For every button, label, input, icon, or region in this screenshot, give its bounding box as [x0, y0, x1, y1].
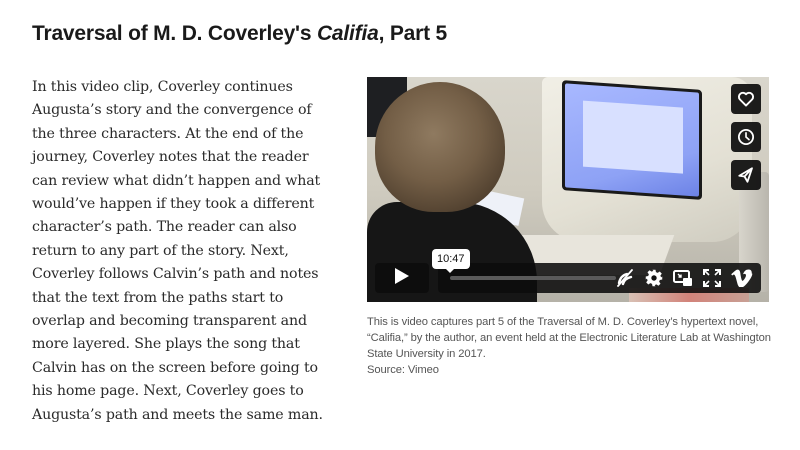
clock-icon — [737, 128, 755, 146]
play-button[interactable] — [375, 263, 429, 293]
video-side-buttons — [731, 84, 761, 190]
title-suffix: , Part 5 — [378, 22, 448, 45]
send-icon — [737, 166, 755, 184]
picture-in-picture-icon[interactable] — [673, 269, 693, 287]
captions-off-icon[interactable] — [615, 269, 635, 287]
page-title — [32, 22, 447, 46]
like-button[interactable] — [731, 84, 761, 114]
video-frame-screen-page — [583, 101, 683, 174]
video-caption — [367, 314, 772, 378]
control-bar — [438, 263, 761, 293]
title-prefix: Traversal of M. D. Coverley's — [32, 22, 317, 45]
progress-bar[interactable] — [450, 276, 616, 280]
article-paragraph: In this video clip, Coverley continues Augusta’s story and the convergence of the three characters. At the end of the journey, Coverley notes that the reader can review what didn’t happen and what would’ve happen if they took a different character’s path. The reader can also return to any part of the story. Next, Coverley follows Calvin’s path and notes that the text from the paths start to overlap and becoming transparent and more layered. She plays the song that Calvin has on the screen before going to his home page. Next, Coverley goes to Augusta’s path and meets the same man. — [32, 79, 323, 423]
video-frame-screen-inner — [565, 83, 699, 196]
title-italic: Califia — [316, 22, 379, 45]
gear-icon[interactable] — [645, 269, 663, 287]
vimeo-logo-icon[interactable] — [731, 269, 753, 287]
caption-source: Source: Vimeo — [367, 364, 439, 376]
play-icon — [394, 267, 410, 290]
caption-text: This is video captures part 5 of the Traversal of M. D. Coverley’s hypertext novel, “Califia,” by the author, an event held at the Electronic Literature Lab at Washington State University in 2017. — [367, 316, 771, 360]
control-bar-icons — [615, 263, 753, 293]
watch-later-button[interactable] — [731, 122, 761, 152]
video-frame-screen — [562, 80, 702, 200]
fullscreen-icon[interactable] — [703, 269, 721, 287]
time-tooltip: 10:47 — [432, 249, 470, 269]
video-player[interactable] — [367, 77, 769, 302]
heart-icon — [737, 91, 755, 107]
video-frame-person-head — [375, 82, 505, 212]
share-button[interactable] — [731, 160, 761, 190]
